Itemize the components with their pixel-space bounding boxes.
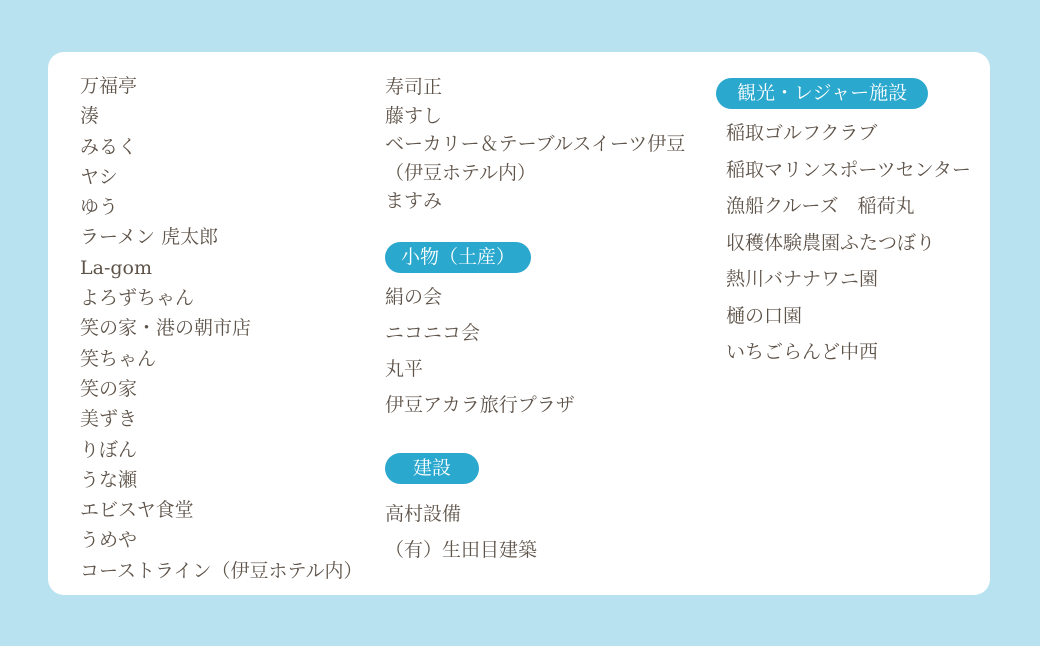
- list-item: エビスヤ食堂: [80, 499, 194, 522]
- category-badge-construction: 建設: [385, 453, 479, 484]
- restaurant-list-continued: [385, 73, 685, 216]
- list-item: 伊豆アカラ旅行プラザ: [385, 393, 575, 416]
- list-item: 藤すし: [385, 104, 443, 127]
- list-item: 樋の口園: [726, 304, 803, 327]
- column-leisure: [716, 78, 971, 371]
- list-item: ゆう: [80, 196, 119, 219]
- list-item: 美ずき: [80, 408, 138, 431]
- list-item: いちごらんど中西: [726, 341, 879, 363]
- column-middle: [385, 73, 685, 568]
- list-item: 収穫体験農園ふたつぼり: [726, 231, 936, 254]
- list-item: 絹の会: [385, 285, 443, 308]
- list-item: コーストライン（伊豆ホテル内）: [80, 559, 363, 582]
- list-item: みるく: [80, 135, 138, 158]
- list-item: 万福亭: [80, 75, 138, 97]
- badge-row: [385, 453, 685, 484]
- list-item: うめや: [80, 529, 138, 552]
- list-item: ベーカリー＆テーブルスイーツ伊豆: [385, 133, 686, 155]
- business-list-card: [48, 52, 990, 595]
- list-item: 稲取マリンスポーツセンター: [726, 158, 971, 181]
- list-item: 稲取ゴルフクラブ: [726, 122, 878, 144]
- list-item: 笑ちゃん: [80, 347, 157, 370]
- souvenir-list: [385, 279, 685, 423]
- list-item: 漁船クルーズ 稲荷丸: [726, 195, 915, 217]
- construction-list: [385, 496, 685, 568]
- list-item: うな瀬: [80, 468, 138, 491]
- category-badge-leisure: 観光・レジャー施設: [716, 78, 928, 109]
- list-item: 高村設備: [385, 502, 462, 525]
- list-item: ますみ: [385, 190, 443, 212]
- list-item: 寿司正: [385, 76, 443, 98]
- list-item: ニコニコ会: [385, 321, 481, 344]
- leisure-list: [716, 115, 971, 371]
- column-restaurants: [80, 71, 363, 586]
- list-item: 笑の家・港の朝市店: [80, 317, 252, 340]
- list-item: （伊豆ホテル内）: [385, 161, 537, 184]
- list-item: りぼん: [80, 438, 138, 461]
- list-item: （有）生田目建築: [385, 538, 538, 561]
- list-item: La-gom: [80, 256, 152, 279]
- list-item: よろずちゃん: [80, 287, 195, 310]
- list-item: 笑の家: [80, 377, 138, 400]
- list-item: ヤシ: [80, 165, 118, 188]
- category-badge-souvenir: 小物（土産）: [385, 242, 531, 273]
- list-item: 丸平: [385, 357, 424, 380]
- list-item: 湊: [80, 105, 100, 128]
- list-item: ラーメン 虎太郎: [80, 226, 219, 249]
- badge-row: [716, 78, 971, 109]
- badge-row: [385, 242, 685, 273]
- list-item: 熱川バナナワニ園: [726, 268, 879, 290]
